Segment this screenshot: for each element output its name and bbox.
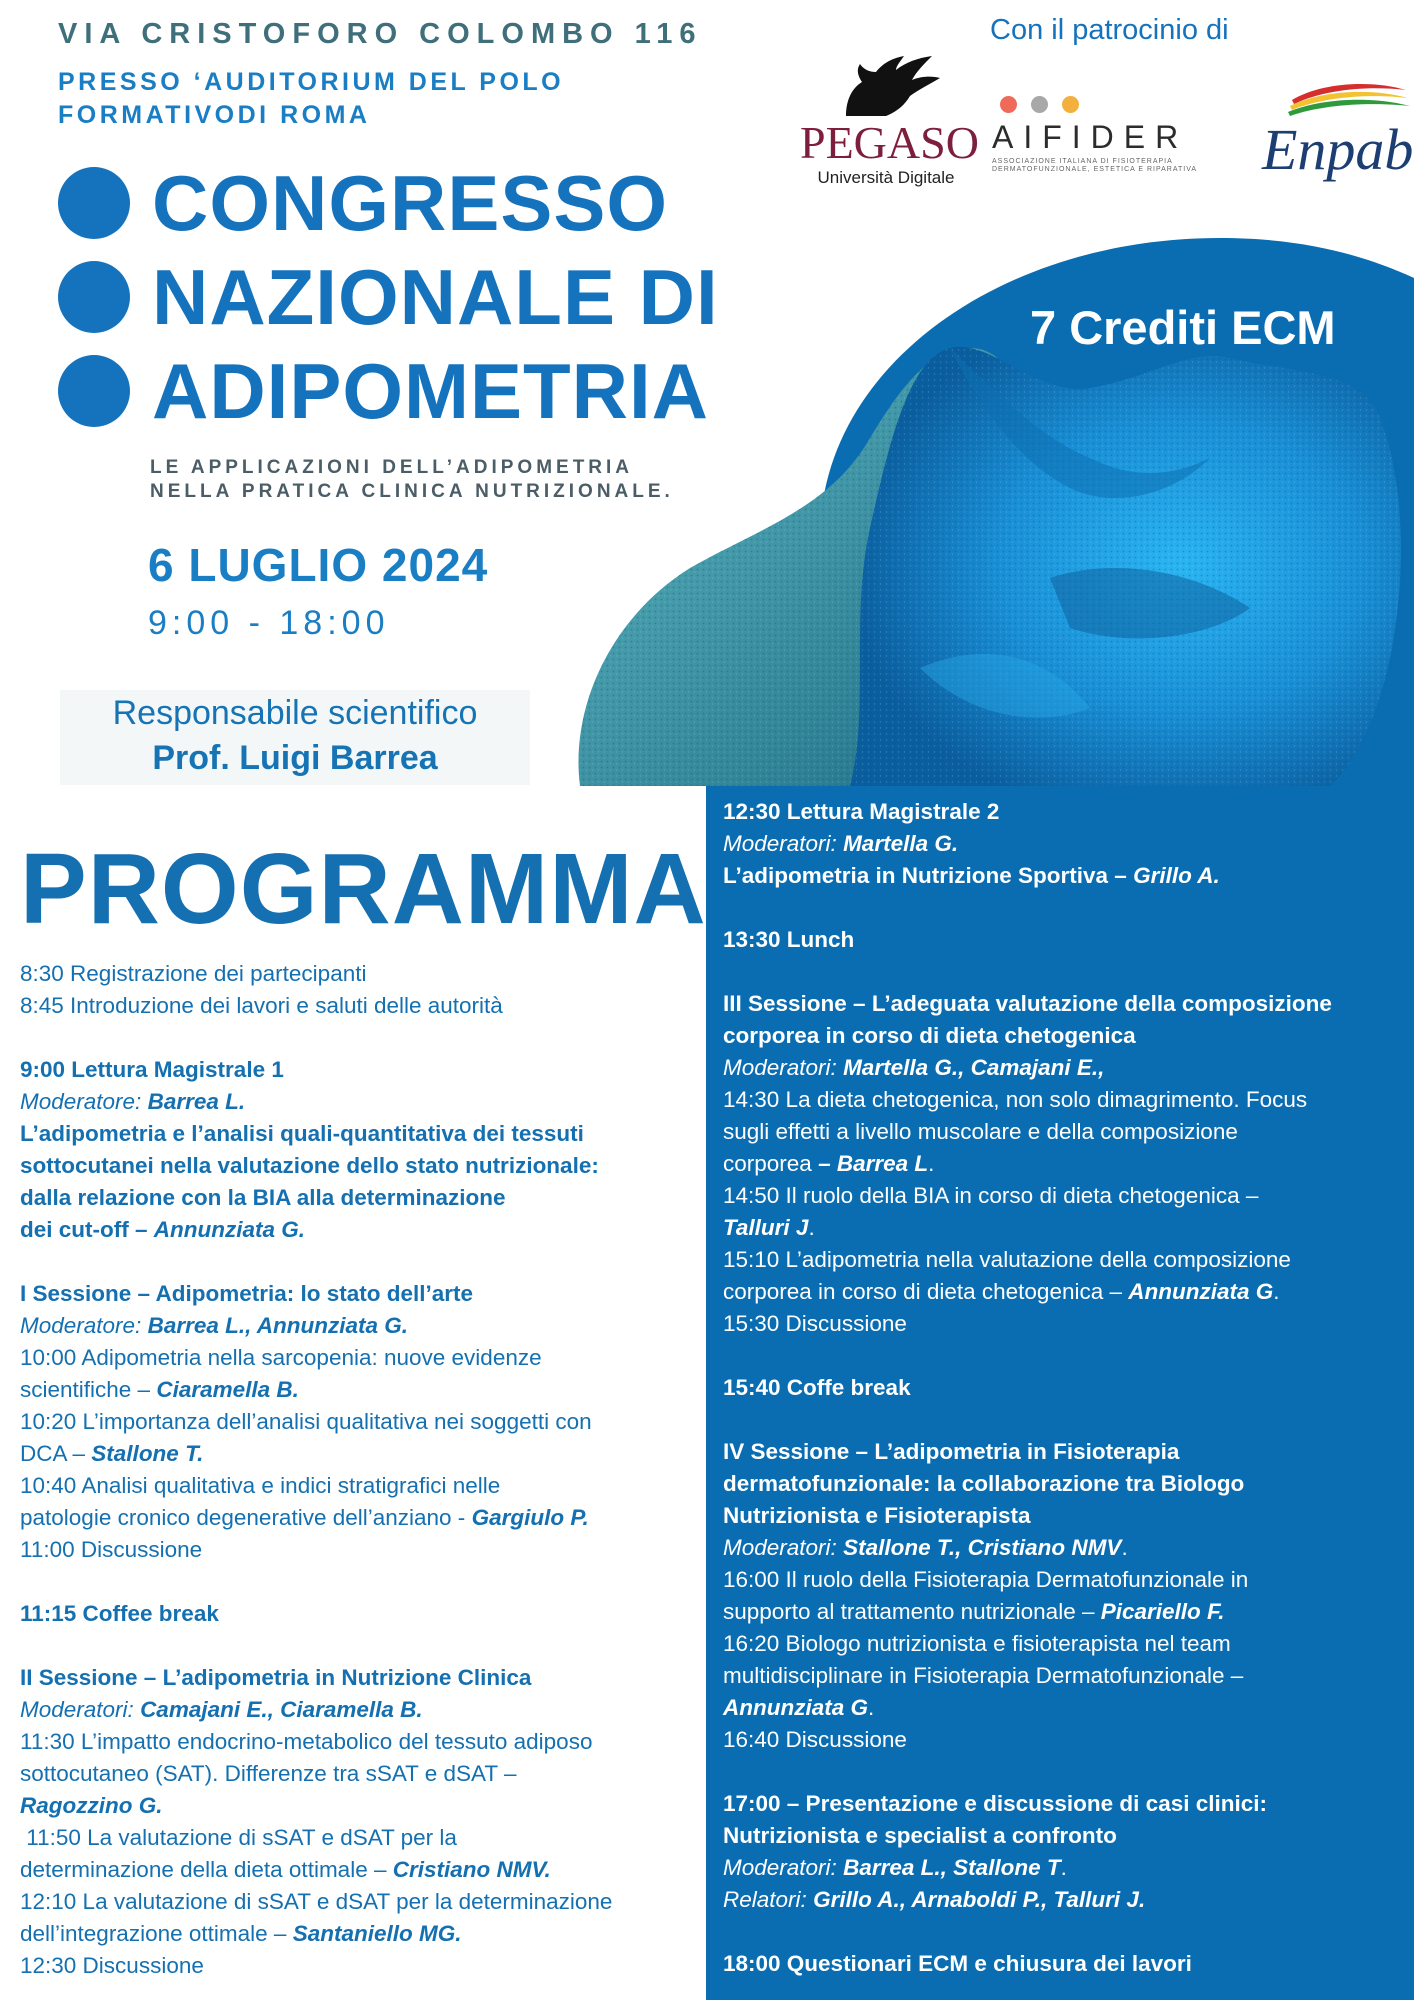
talk-title: dalla relazione con la BIA alla determinazione (20, 1185, 506, 1210)
session-title: corporea in corso di dieta chetogenica (723, 1023, 1136, 1048)
schedule-item: 16:00 Il ruolo della Fisioterapia Dermatofunzionale in (723, 1567, 1249, 1592)
moderator-line: Moderatori: Martella G., Camajani E., (723, 1055, 1105, 1080)
speaker: Talluri J (723, 1215, 809, 1240)
schedule-item: 11:00 Discussione (20, 1537, 203, 1562)
schedule-item: 11:30 L’impatto endocrino-metabolico del tessuto adiposo (20, 1729, 593, 1754)
break-item: 13:30 Lunch (723, 927, 855, 952)
patronage-label: Con il patrocinio di (990, 14, 1229, 46)
schedule-item: sottocutaneo (SAT). Differenze tra sSAT e dSAT – (20, 1761, 517, 1786)
session-title: 9:00 Lettura Magistrale 1 (20, 1057, 284, 1082)
pegaso-wordmark: PEGASO (800, 117, 979, 168)
speakers-line: Relatori: Grillo A., Arnaboldi P., Talluri J. (723, 1887, 1146, 1912)
speaker: Grillo A. (1133, 863, 1220, 888)
talk-title: L’adipometria e l’analisi quali-quantitativa dei tessuti (20, 1121, 584, 1146)
schedule-item: 12:10 La valutazione di sSAT e dSAT per la determinazione (20, 1889, 613, 1914)
schedule-item: 10:40 Analisi qualitativa e indici stratigrafici nelle (20, 1473, 501, 1498)
speaker: Picariello F. (1100, 1599, 1225, 1624)
schedule-item: scientifiche – Ciaramella B. (20, 1377, 299, 1402)
speaker: Gargiulo P. (471, 1505, 589, 1530)
moderator-line: Moderatore: Barrea L., Annunziata G. (20, 1313, 409, 1338)
aifider-wordmark: AIFIDER (992, 119, 1189, 155)
speaker: Stallone T. (91, 1441, 204, 1466)
break-item: 11:15 Coffee break (20, 1601, 219, 1626)
scientific-lead-box (60, 690, 530, 785)
bullet-dot (58, 355, 130, 427)
schedule-item: 10:00 Adipometria nella sarcopenia: nuove evidenze (20, 1345, 542, 1370)
speaker: Cristiano NMV. (392, 1857, 551, 1882)
enpab-wordmark: Enpab (1262, 117, 1414, 182)
schedule-item: 15:30 Discussione (723, 1311, 907, 1336)
enpab-stripes-icon (1262, 78, 1412, 118)
talk-title: L’adipometria in Nutrizione Sportiva – Grillo A. (723, 863, 1220, 888)
schedule-item: supporto al trattamento nutrizionale – Picariello F. (723, 1599, 1225, 1624)
speaker: Annunziata G (1128, 1279, 1274, 1304)
congress-title-line-2: NAZIONALE DI (58, 252, 719, 342)
program-title: PROGRAMMA (20, 833, 707, 945)
program-right-column (723, 796, 1403, 1980)
schedule-item: multidisciplinare in Fisioterapia Dermatofunzionale – (723, 1663, 1244, 1688)
moderator-line: Moderatori: Camajani E., Ciaramella B. (20, 1697, 423, 1722)
session-title: IV Sessione – L’adipometria in Fisioterapia (723, 1439, 1180, 1464)
schedule-item: corporea in corso di dieta chetogenica – Annunziata G. (723, 1279, 1280, 1304)
session-title: II Sessione – L’adipometria in Nutrizione Clinica (20, 1665, 532, 1690)
schedule-item: Talluri J. (723, 1215, 815, 1240)
schedule-item: 16:20 Biologo nutrizionista e fisioterapista nel team (723, 1631, 1231, 1656)
bullet-dot (58, 167, 130, 239)
session-title: 17:00 – Presentazione e discussione di casi clinici: (723, 1791, 1267, 1816)
schedule-item: sugli effetti a livello muscolare e della composizione (723, 1119, 1238, 1144)
schedule-item: Annunziata G. (723, 1695, 875, 1720)
congress-title-line-1: CONGRESSO (58, 158, 668, 248)
session-title: III Sessione – L’adeguata valutazione della composizione (723, 991, 1332, 1016)
venue-name: PRESSO ‘AUDITORIUM DEL POLO FORMATIVODI ROMA (58, 68, 565, 129)
scientific-lead-name: Prof. Luigi Barrea (152, 739, 438, 777)
schedule-item: 12:30 Discussione (20, 1953, 204, 1978)
closing-item: 18:00 Questionari ECM e chiusura dei lavori (723, 1951, 1192, 1976)
program-left-column (20, 958, 700, 1982)
schedule-item: 8:30 Registrazione dei partecipanti (20, 961, 367, 986)
talk-title: dei cut-off – Annunziata G. (20, 1217, 306, 1242)
schedule-item: corporea – Barrea L. (723, 1151, 935, 1176)
scientific-lead-label: Responsabile scientifico (112, 694, 478, 732)
schedule-item: 10:20 L’importanza dell’analisi qualitativa nei soggetti con (20, 1409, 592, 1434)
schedule-item: 14:50 Il ruolo della BIA in corso di dieta chetogenica – (723, 1183, 1259, 1208)
schedule-item: determinazione della dieta ottimale – Cristiano NMV. (20, 1857, 551, 1882)
schedule-item: dell’integrazione ottimale – Santaniello MG. (20, 1921, 462, 1946)
session-title: I Sessione – Adipometria: lo stato dell’arte (20, 1281, 474, 1306)
speaker: Santaniello MG. (292, 1921, 462, 1946)
event-date: 6 LUGLIO 2024 (148, 539, 489, 591)
venue-address: VIA CRISTOFORO COLOMBO 116 (58, 18, 703, 50)
break-item: 15:40 Coffe break (723, 1375, 911, 1400)
session-title: Nutrizionista e Fisioterapista (723, 1503, 1031, 1528)
pegaso-subtitle: Università Digitale (817, 168, 955, 187)
moderator-line: Moderatori: Martella G. (723, 831, 959, 856)
bullet-dot (58, 261, 130, 333)
schedule-item: 8:45 Introduzione dei lavori e saluti delle autorità (20, 993, 503, 1018)
schedule-item: 15:10 L’adipometria nella valutazione della composizione (723, 1247, 1291, 1272)
schedule-item: 16:40 Discussione (723, 1727, 907, 1752)
schedule-item: 14:30 La dieta chetogenica, non solo dimagrimento. Focus (723, 1087, 1308, 1112)
congress-title-line-3: ADIPOMETRIA (58, 346, 709, 436)
schedule-item: DCA – Stallone T. (20, 1441, 204, 1466)
session-title: dermatofunzionale: la collaborazione tra Biologo (723, 1471, 1245, 1496)
speaker: Annunziata G (723, 1695, 868, 1720)
session-title: Nutrizionista e specialist a confronto (723, 1823, 1117, 1848)
schedule-item: patologie cronico degenerative dell’anziano - Gargiulo P. (20, 1505, 589, 1530)
speaker: Ragozzino G. (20, 1793, 163, 1818)
ecm-credits: 7 Crediti ECM (1030, 301, 1336, 354)
pegaso-logo (800, 50, 979, 190)
schedule-item: 11:50 La valutazione di sSAT e dSAT per la (20, 1825, 457, 1850)
moderator-line: Moderatori: Stallone T., Cristiano NMV. (723, 1535, 1128, 1560)
pegasus-icon (800, 50, 972, 120)
session-title: 12:30 Lettura Magistrale 2 (723, 799, 1000, 824)
moderator-line: Moderatore: Barrea L. (20, 1089, 246, 1114)
event-time: 9:00 - 18:00 (148, 604, 390, 642)
enpab-logo (1262, 78, 1412, 188)
moderator-line: Moderatori: Barrea L., Stallone T. (723, 1855, 1067, 1880)
speaker: Ciaramella B. (156, 1377, 299, 1402)
congress-subtitle: LE APPLICAZIONI DELL’ADIPOMETRIA NELLA PRATICA CLINICA NUTRIZIONALE. (150, 457, 674, 502)
talk-title: sottocutanei nella valutazione dello stato nutrizionale: (20, 1153, 599, 1178)
aifider-logo (992, 96, 1242, 176)
speaker: – Barrea L (818, 1151, 929, 1176)
aifider-subtitle: ASSOCIAZIONE ITALIANA DI FISIOTERAPIA DERMATOFUNZIONALE, ESTETICA E RIPARATIVA (992, 158, 1198, 173)
aifider-dots-icon (1000, 96, 1242, 113)
speaker: Annunziata G. (153, 1217, 306, 1242)
